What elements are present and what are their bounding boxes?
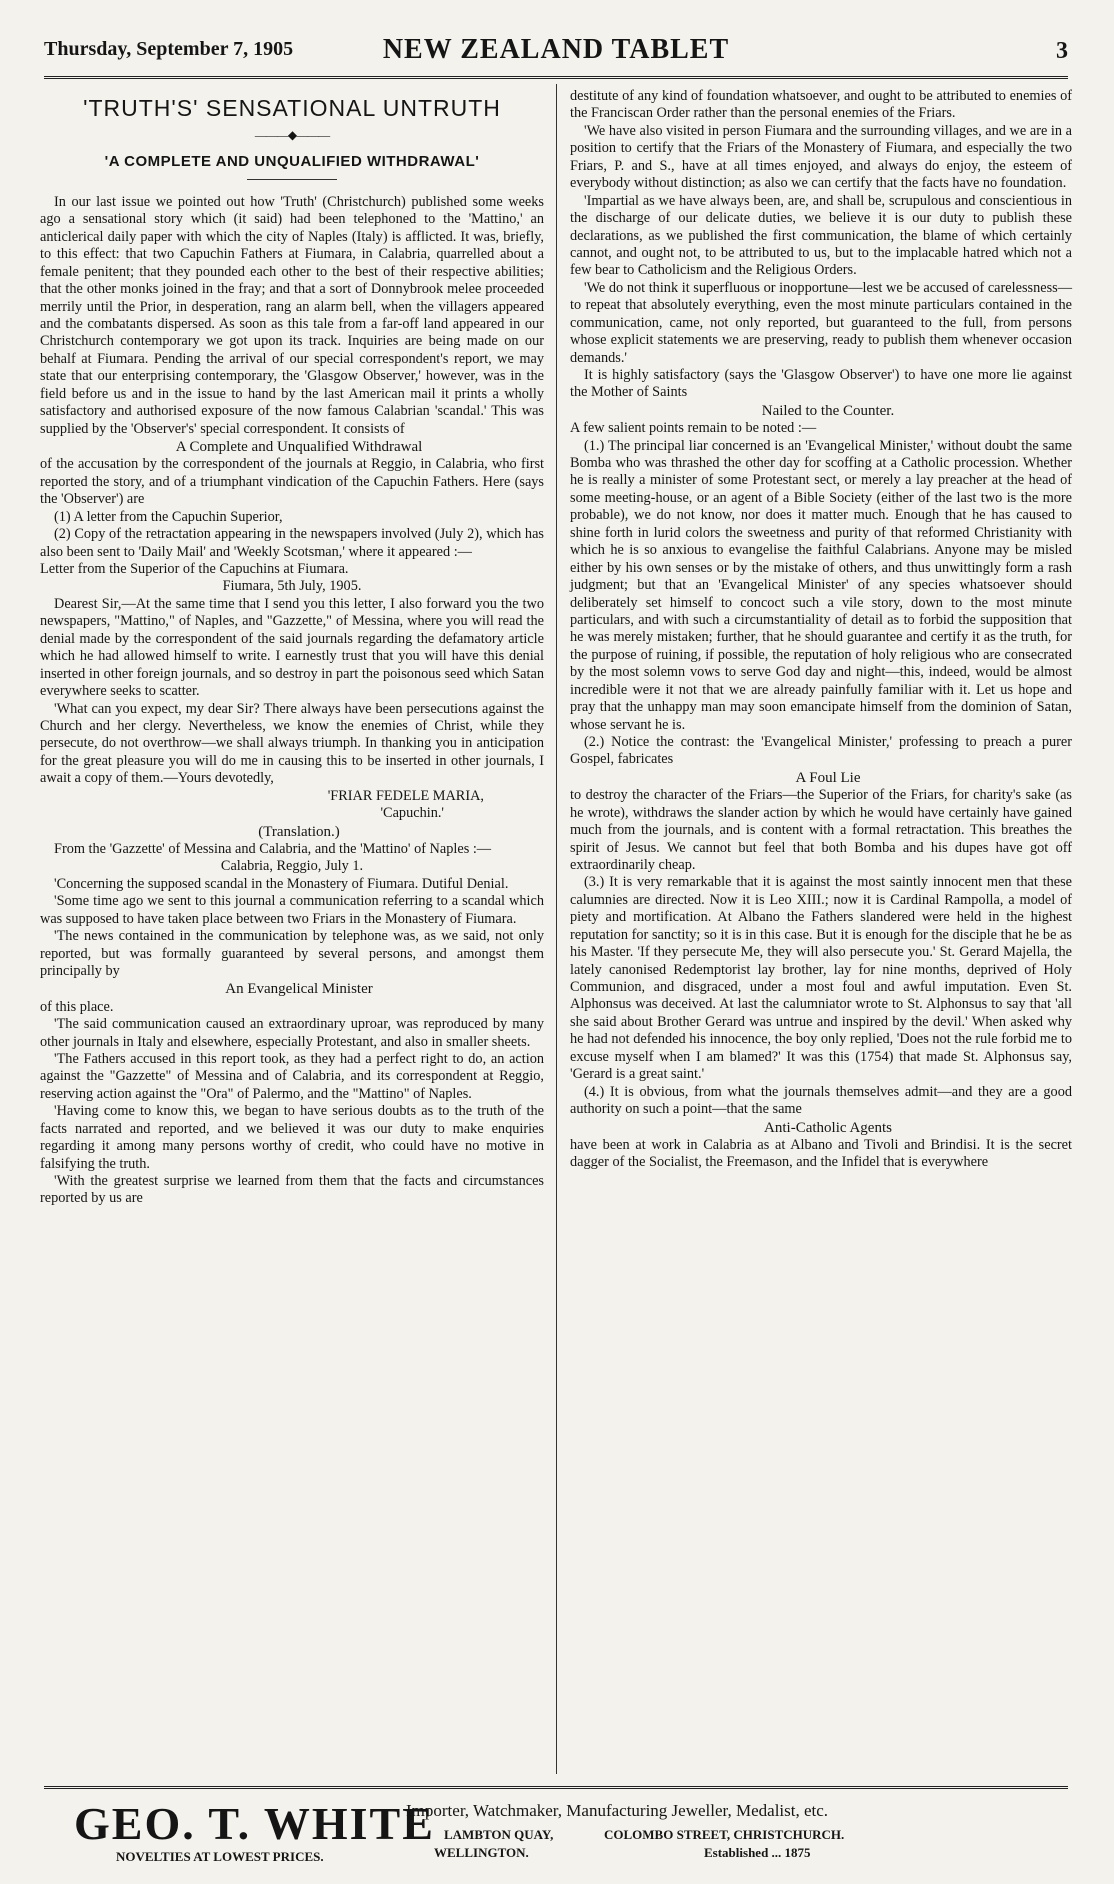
advert-slogan: NOVELTIES AT LOWEST PRICES. bbox=[116, 1849, 324, 1864]
paragraph: 'What can you expect, my dear Sir? There always have been persecutions against the Church and her clergy. Nevertheless, we know the enemies of Christ, while they persecute, do not overthrow—we shall always triumph. In thanking you in anticipation for the great pleasure you will do me in causing this to be inserted in other journals, I await a copy of them.—Yours devotedly, bbox=[40, 700, 544, 787]
title-ornament: ———◆——— bbox=[254, 128, 330, 143]
paragraph: (4.) It is obvious, from what the journals themselves admit—and they are a good authority on such a point—that the same bbox=[570, 1083, 1072, 1118]
footer-advert bbox=[44, 1786, 1068, 1869]
paragraph: 'We have also visited in person Fiumara and the surrounding villages, and we are in a position to certify that the Friars of the Monastery of Fiumara, and especially the two Friars, P. and S., have at all times enjoyed, and always do enjoy, the esteem of everybody without distinction; as also we can certify that the facts have no foundation. bbox=[570, 122, 1072, 192]
paragraph: (1.) The principal liar concerned is an 'Evangelical Minister,' without doubt the same Bomba who was thrashed the other day for scoffing at a Catholic procession. Whether he is really a minister of some Protestant sect, or merely a lay preacher at the head of some meeting-house, or an agent of a Bible Society (either of the last two is the more probable), we do not know, nor does it matter much. Enough that he has caused to shine forth in lurid colors the sweetness and purity of that reformed Christianity with which he is so anxious to evangelise the faithful Calabrians. Anyone may be misled either by his own senses or by the mistake of others, and thus unwittingly form a rash judgment; but that an 'Evangelical Minister' of any species whatsoever should deliberately set himself to concoct such a vile story, down to the most minute particulars, and with such a circumstantiality of detail as to forbid the supposition that he was merely mistaken; further, that he should guarantee and certify it as the truth, for the purpose of ruining, if possible, the reputation of holy religious who are consecrated by the most solemn vows to serve God day and night—this, indeed, would be almost incredible were it not that we are already painfully familiar with it. Let us hope and pray that the unhappy man may soon emancipate himself from the dominion of Satan, whose servant he is. bbox=[570, 437, 1072, 733]
paragraph: (2) Copy of the retractation appearing in the newspapers involved (July 2), which has also been sent to 'Daily Mail' and 'Weekly Scotsman,' where it appeared :— bbox=[40, 526, 544, 560]
letter-heading: Letter from the Superior of the Capuchins at Fiumara. bbox=[40, 561, 349, 578]
paragraph: 'The said communication caused an extraordinary uproar, was reproduced by many other journals in Italy and elsewhere, especially Protestant, and also in smaller sheets. bbox=[40, 1016, 544, 1050]
advert-address-wellington-street: LAMBTON QUAY, bbox=[444, 1827, 554, 1842]
paragraph: 'Having come to know this, we began to have serious doubts as to the truth of the facts narrated and reported, and we believed it was our duty to make enquiries regarding it among many persons worthy of credit, who could have no motive in falsifying the truth. bbox=[40, 1103, 544, 1172]
issue-date: Thursday, September 7, 1905 bbox=[44, 38, 294, 60]
paragraph: of the accusation by the correspondent of the journals at Reggio, in Calabria, who first reported the story, and of a triumphant vindication of the Capuchin Fathers. Here (says the 'Observer') are bbox=[40, 456, 544, 508]
subheading: An Evangelical Minister bbox=[225, 981, 373, 998]
paragraph: It is highly satisfactory (says the 'Glasgow Observer') to have one more lie against the Mother of Saints bbox=[570, 367, 1072, 401]
article-title: 'TRUTH'S' SENSATIONAL UNTRUTH bbox=[83, 95, 501, 121]
signature-title: 'Capuchin.' bbox=[380, 805, 444, 822]
paragraph: 'Concerning the supposed scandal in the Monastery of Fiumara. Dutiful Denial. bbox=[54, 875, 509, 892]
article-subtitle: 'A COMPLETE AND UNQUALIFIED WITHDRAWAL' bbox=[104, 152, 480, 170]
paragraph: 'With the greatest surprise we learned from them that the facts and circumstances reported by us are bbox=[40, 1173, 544, 1207]
paragraph: 'Impartial as we have always been, are, and shall be, scrupulous and conscientious in the discharge of our delicate duties, we believe it is our duty to publish these declarations, as we published the first communication, the blame of which certainly cannot, and ought not, to be attributed to us, but to the implacable hatred which not a few bear to Catholicism and the Religious Orders. bbox=[570, 192, 1072, 279]
paragraph: In our last issue we pointed out how 'Truth' (Christchurch) published some weeks ago a sensational story which (it said) had been telephoned to the 'Mattino,' an anticlerical daily paper with which the city of Naples (Italy) is afflicted. It was, briefly, to this effect: that two Capuchin Fathers at Fiumara, in Calabria, quarrelled about a female penitent; that they pounded each other to the best of their respective abilities; that the other monks joined in the fray; and that a sort of Donnybrook melee proceeded merrily until the Prior, in desperation, rang an alarm bell, when the villagers appeared and the combatants dispersed. As soon as this tale from a far-off land appeared in our Christchurch contemporary we got upon its track. Inquiries are being made on our behalf at Fiumara. Pending the arrival of our special correspondent's report, we may state that our enterprising contemporary, the 'Glasgow Observer,' however, was in the field before us and in the issue to hand by the last American mail it prints a wholly satisfactory and authorised exposure of the now famous Calabrian 'scandal.' This was supplied by the 'Observer's' special correspondent. It consists of bbox=[40, 193, 544, 437]
subheading: A Complete and Unqualified Withdrawal bbox=[175, 439, 423, 456]
subheading: Anti-Catholic Agents bbox=[764, 1119, 892, 1136]
paragraph: (3.) It is very remarkable that it is against the most saintly innocent men that these calumnies are directed. Now it is Leo XIII.; now it is Cardinal Rampolla, a model of piety and mortification. At Albano the Fathers slandered were held in the highest reputation for sanctity; so it is in this case. But it is enough for the disciple that he be as his Master. 'If they persecute Me, they will also persecute you.' St. Gerard Majella, the lately canonised Redemptorist lay brother, lay for nine months, deprived of Holy Communion, and disgraced, under a most foul and awful imputation. Even St. Alphonsus was deceived. At last the calumniator wrote to St. Alphonsus to say that 'all she said about Brother Gerard was untrue and inspired by the devil.' When asked why he had not defended his innocence, the boy only replied, 'Does not the rule forbid me to excuse myself when I am blamed?' It was this (1754) that made St. Alphonsus say, 'Gerard is a great saint.' bbox=[570, 874, 1072, 1083]
advert-address-wellington-city: WELLINGTON. bbox=[434, 1845, 529, 1860]
paragraph: Dearest Sir,—At the same time that I send you this letter, I also forward you the two newspapers, "Mattino," of Naples, and "Gazzette," of Messina, where you will read the denial made by the correspondent of the said journals regarding the defamatory article which he had allowed himself to write. I earnestly trust that you will have this denial inserted in other foreign journals, and so destroy in part the poisonous seed which Satan everywhere seeks to scatter. bbox=[40, 595, 544, 700]
paragraph: have been at work in Calabria as at Albano and Tivoli and Brindisi. It is the secret dagger of the Socialist, the Freemason, and the Infidel that is everywhere bbox=[570, 1136, 1072, 1171]
paragraph: to destroy the character of the Friars—the Superior of the Friars, for charity's sake (as he wrote), withdraws the slander action by which he would have certainly have gained much from the journals, and is content with a formal retractation. This breathes the spirit of Jesus. We cannot but feel that both Bomba and his dupes have got off extraordinarily cheap. bbox=[570, 787, 1072, 873]
paragraph: A few salient points remain to be noted :— bbox=[570, 420, 817, 437]
dateline: Calabria, Reggio, July 1. bbox=[220, 858, 364, 875]
divider-rule bbox=[247, 179, 337, 180]
column-divider bbox=[556, 84, 557, 1774]
signature: 'FRIAR FEDELE MARIA, bbox=[327, 787, 484, 804]
paragraph: of this place. bbox=[40, 998, 114, 1015]
advert-address-christchurch: COLOMBO STREET, CHRISTCHURCH. bbox=[604, 1827, 845, 1842]
translation-note: (Translation.) bbox=[258, 823, 340, 840]
page-number: 3 bbox=[1056, 38, 1068, 64]
advert-established: Established ... 1875 bbox=[704, 1845, 811, 1860]
paragraph: (2.) Notice the contrast: the 'Evangelical Minister,' professing to preach a purer Gospel, fabricates bbox=[570, 734, 1072, 768]
subheading: Nailed to the Counter. bbox=[761, 402, 895, 419]
paragraph: 'The news contained in the communication by telephone was, as we said, not only reported, but was formally guaranteed by several persons, and amongst them principally by bbox=[40, 928, 544, 979]
paragraph: 'Some time ago we sent to this journal a communication referring to a scandal which was supposed to have taken place between two Friars in the Monastery of Fiumara. bbox=[40, 893, 544, 927]
paragraph: 'The Fathers accused in this report took, as they had a perfect right to do, an action against the "Gazzette" of Messina and of Calabria, and its correspondent at Reggio, reserving action against the "Ora" of Palermo, and the "Mattino" of Naples. bbox=[40, 1050, 544, 1102]
paragraph: From the 'Gazzette' of Messina and Calabria, and the 'Mattino' of Naples :— bbox=[54, 840, 492, 857]
masthead-title: NEW ZEALAND TABLET bbox=[382, 34, 730, 65]
right-column bbox=[570, 88, 1072, 1172]
letter-dateline: Fiumara, 5th July, 1905. bbox=[222, 578, 362, 595]
page-header bbox=[44, 30, 1068, 79]
paragraph: 'We do not think it superfluous or inopportune—lest we be accused of carelessness—to repeat that absolutely everything, even the most minute particulars contained in the communication, came, not only reported, but guaranteed to the full, from persons whose explicit statements we are preserving, ready to publish them whenever occasion demands.' bbox=[570, 279, 1072, 366]
paragraph: (1) A letter from the Capuchin Superior, bbox=[54, 508, 283, 525]
advert-trade-line: Importer, Watchmaker, Manufacturing Jeweller, Medalist, etc. bbox=[406, 1801, 829, 1820]
advertiser-name: GEO. T. WHITE bbox=[74, 1798, 435, 1849]
subheading: A Foul Lie bbox=[795, 769, 861, 786]
left-column bbox=[40, 88, 544, 1208]
paragraph: destitute of any kind of foundation whatsoever, and ought to be attributed to enemies of the Franciscan Order rather than the personal enemies of the Friars. bbox=[570, 88, 1072, 122]
